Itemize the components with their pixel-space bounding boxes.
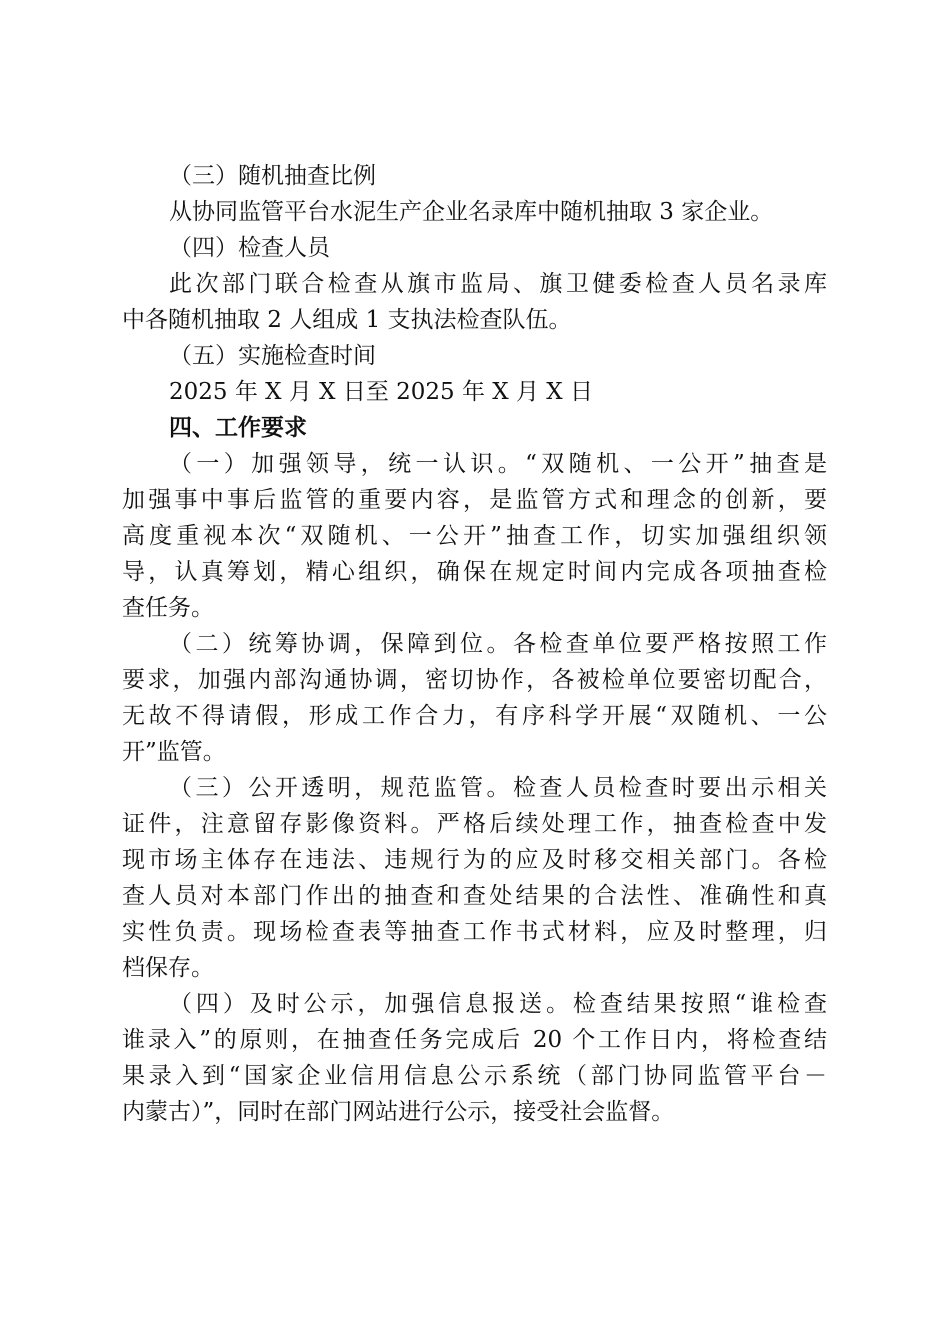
document-body (122, 158, 827, 1130)
text-line: 现市场主体存在违法、违规行为的应及时移交相关部门。各检 (122, 847, 827, 873)
text-line: （五）实施检查时间 (169, 343, 376, 369)
text-line: （四）检查人员 (169, 235, 330, 261)
text-line: 档保存。 (122, 955, 214, 981)
text-line: （四）及时公示，加强信息报送。检查结果按照“谁检查 (169, 991, 827, 1017)
text-line: 中各随机抽取 2 人组成 1 支执法检查队伍。 (122, 307, 572, 333)
text-line: （一）加强领导，统一认识。“双随机、一公开”抽查是 (169, 451, 827, 477)
text-line: 高度重视本次“双随机、一公开”抽查工作，切实加强组织领 (122, 523, 827, 549)
text-line: 2025 年 X 月 X 日至 2025 年 X 月 X 日 (169, 379, 593, 405)
text-line: 查任务。 (122, 595, 214, 621)
text-line: 内蒙古）”，同时在部门网站进行公示，接受社会监督。 (122, 1099, 675, 1125)
text-line: 证件，注意留存影像资料。严格后续处理工作，抽查检查中发 (122, 811, 827, 837)
section-heading: 四、工作要求 (169, 414, 307, 441)
text-line: 加强事中事后监管的重要内容，是监管方式和理念的创新，要 (122, 487, 827, 513)
text-line: 查人员对本部门作出的抽查和查处结果的合法性、准确性和真 (122, 883, 827, 909)
text-line: 导，认真筹划，精心组织，确保在规定时间内完成各项抽查检 (122, 559, 827, 585)
text-line: 要求，加强内部沟通协调，密切协作，各被检单位要密切配合， (122, 667, 827, 693)
text-line: （二）统筹协调，保障到位。各检查单位要严格按照工作 (169, 631, 827, 657)
text-line: 从协同监管平台水泥生产企业名录库中随机抽取 3 家企业。 (169, 199, 774, 225)
text-line: （三）公开透明，规范监管。检查人员检查时要出示相关 (169, 775, 827, 801)
text-line: 果录入到“国家企业信用信息公示系统（部门协同监管平台－ (122, 1063, 827, 1089)
text-line: 此次部门联合检查从旗市监局、旗卫健委检查人员名录库 (169, 271, 827, 297)
text-line: 开”监管。 (122, 739, 226, 765)
text-line: 谁录入”的原则，在抽查任务完成后 20 个工作日内，将检查结 (122, 1027, 827, 1053)
text-line: 无故不得请假，形成工作合力，有序科学开展“双随机、一公 (122, 703, 827, 729)
text-line: （三）随机抽查比例 (169, 163, 376, 189)
text-line: 实性负责。现场检查表等抽查工作书式材料，应及时整理，归 (122, 919, 827, 945)
